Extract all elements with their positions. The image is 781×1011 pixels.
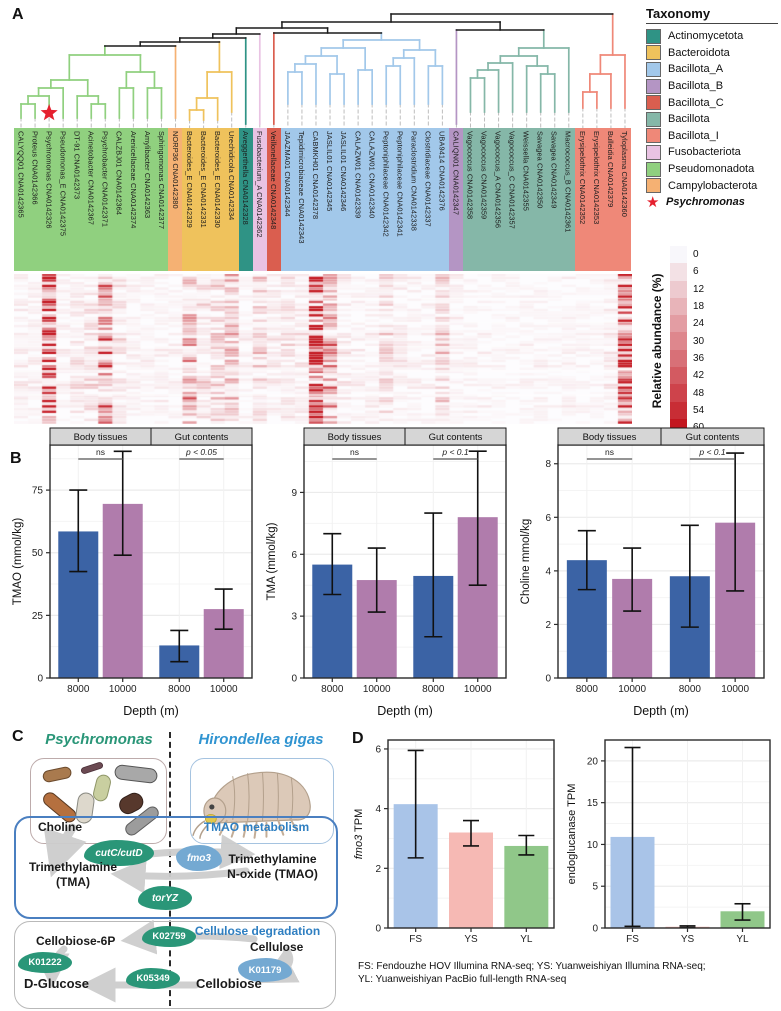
taxonomy-legend — [646, 6, 778, 211]
taxon-label: Veillonellaceae CNA0142348 — [267, 128, 281, 271]
legend-item-label: Bacillota_I — [668, 129, 719, 142]
panel-d-label: D — [352, 730, 364, 747]
chart-fmo3-tpm — [350, 732, 562, 958]
svg-text:8000: 8000 — [678, 684, 701, 695]
legend-item — [646, 45, 778, 62]
svg-text:FS: FS — [409, 934, 423, 945]
taxonomy-legend-title: Taxonomy — [646, 6, 778, 24]
psychromonas-title: Psychromonas — [45, 731, 153, 748]
taxon-label: Sphingomonas CNA0142377 — [154, 128, 168, 271]
svg-text:YS: YS — [464, 934, 478, 945]
svg-text:10000: 10000 — [209, 684, 238, 695]
svg-text:0: 0 — [37, 673, 43, 685]
taxon-label: Aveggerthella CNA0142328 — [239, 128, 253, 271]
svg-text:6: 6 — [375, 744, 381, 756]
sample-key-caption — [358, 960, 778, 986]
legend-item — [646, 78, 778, 95]
taxon-label: Bulleidia CNA0142379 — [603, 128, 617, 271]
legend-psychromonas-label: Psychromonas — [666, 196, 745, 209]
taxon-label: Savagea CNA0142349 — [547, 128, 561, 271]
cellulose-degradation-heading: Cellulose degradation — [194, 924, 321, 938]
svg-text:10000: 10000 — [362, 684, 391, 695]
svg-text:Body tissues: Body tissues — [327, 432, 382, 443]
svg-text:8000: 8000 — [67, 684, 90, 695]
abundance-scale-step: 12 — [670, 281, 704, 298]
legend-item — [646, 111, 778, 128]
k01179-badge: K01179 — [238, 958, 292, 982]
svg-text:TMAO (mmol/kg): TMAO (mmol/kg) — [12, 517, 24, 606]
svg-text:Depth (m): Depth (m) — [633, 704, 689, 718]
taxon-label: Bacteroides_E CNA0142329 — [182, 128, 196, 271]
psychromonas-star-icon: ★ — [646, 193, 660, 211]
svg-text:9: 9 — [291, 487, 297, 499]
svg-text:p < 0.1: p < 0.1 — [442, 447, 469, 457]
svg-text:4: 4 — [375, 804, 381, 816]
legend-item-label: Bacteroidota — [668, 46, 730, 59]
legend-item — [646, 28, 778, 45]
svg-text:Choline mmol/kg: Choline mmol/kg — [520, 518, 532, 605]
svg-text:YL: YL — [736, 934, 749, 945]
legend-swatch — [646, 79, 661, 94]
taxon-label-band — [14, 128, 632, 271]
taxon-label: UBA9414 CNA0142376 — [435, 128, 449, 271]
tma-label-line2: (TMA) — [56, 875, 90, 889]
abundance-scale-step: 30 — [670, 332, 704, 349]
legend-swatch — [646, 62, 661, 77]
taxon-label: Peptoniphilaceae CNA0142342 — [379, 128, 393, 271]
legend-swatch — [646, 145, 661, 160]
svg-text:endoglucanase TPM: endoglucanase TPM — [566, 783, 578, 885]
taxon-label: Acinetobacter CNA0142367 — [84, 128, 98, 271]
legend-item-label: Fusobacteriota — [668, 146, 741, 159]
k02759-badge: K02759 — [142, 926, 196, 947]
abundance-scale-step: 24 — [670, 315, 704, 332]
taxon-label: Bacteroides_E CNA0142331 — [196, 128, 210, 271]
abundance-scale-step: 48 — [670, 384, 704, 401]
taxon-label: JAAZMA01 CNA0142344 — [281, 128, 295, 271]
taxon-label: Vagococcus CNA0142359 — [477, 128, 491, 271]
abundance-scale-step: 42 — [670, 367, 704, 384]
taxon-label: Vagococcus_C CNA0142357 — [505, 128, 519, 271]
taxon-label: CALYQQ01 CNA0142365 — [14, 128, 28, 271]
panel-b-label: B — [10, 450, 22, 467]
abundance-scale-step: 18 — [670, 298, 704, 315]
svg-text:8000: 8000 — [321, 684, 344, 695]
k05349-badge: K05349 — [126, 968, 180, 989]
taxonomy-legend-items — [646, 28, 778, 194]
legend-item-label: Pseudomonadota — [668, 163, 755, 176]
svg-text:Gut contents: Gut contents — [174, 432, 229, 443]
abundance-scale-step: 6 — [670, 263, 704, 280]
svg-text:Body tissues: Body tissues — [73, 432, 128, 443]
tmao-label-line1: Trimethylamine — [228, 852, 317, 866]
abundance-legend-scale — [670, 246, 704, 436]
dglucose-label: D-Glucose — [24, 976, 90, 991]
panel-a-label: A — [12, 6, 24, 23]
svg-text:0: 0 — [545, 673, 551, 685]
taxon-label: Fusobacterium_A CNA0142362 — [253, 128, 267, 271]
taxon-label: Savagea CNA0142350 — [533, 128, 547, 271]
svg-text:6: 6 — [545, 512, 551, 524]
abundance-scale-step: 36 — [670, 350, 704, 367]
svg-text:10000: 10000 — [618, 684, 647, 695]
taxon-label: CALIQN01 CNA0142347 — [449, 128, 463, 271]
svg-text:FS: FS — [626, 934, 639, 945]
taxon-label: Tyloplasma CNA0142360 — [617, 128, 631, 271]
chart-tmao — [8, 426, 258, 724]
taxon-label: Amylibacter CNA0142363 — [140, 128, 154, 271]
legend-item-label: Campylobacterota — [668, 179, 758, 192]
bar-fmo3-YL-2 — [504, 846, 548, 928]
abundance-legend-label: Relative abundance (%) — [650, 273, 664, 409]
svg-text:75: 75 — [31, 485, 43, 497]
svg-text:2: 2 — [545, 619, 551, 631]
taxon-label: Clostridiaceae CNA0142337 — [421, 128, 435, 271]
svg-text:20: 20 — [586, 756, 598, 768]
taxon-label: Erysipelothrix CNA0142353 — [589, 128, 603, 271]
svg-text:25: 25 — [31, 610, 43, 622]
taxon-label: JASLIL01 CNA0142346 — [337, 128, 351, 271]
svg-text:2: 2 — [375, 863, 381, 875]
legend-item-label: Bacillota_A — [668, 63, 724, 76]
abundance-scale-step: 54 — [670, 402, 704, 419]
taxon-label: CABMKH01 CNA0142378 — [309, 128, 323, 271]
legend-swatch — [646, 95, 661, 110]
chart-tma — [262, 426, 512, 724]
legend-item-label: Actinomycetota — [668, 30, 744, 43]
tmao-label-line2: N-oxide (TMAO) — [227, 867, 318, 881]
taxon-label: JASLIL01 CNA0142345 — [323, 128, 337, 271]
svg-text:3: 3 — [291, 611, 297, 623]
hirondellea-title: Hirondellea gigas — [198, 731, 324, 748]
svg-text:50: 50 — [31, 548, 43, 560]
svg-text:Depth (m): Depth (m) — [377, 704, 433, 718]
taxon-label: Proteus CNA0142366 — [28, 128, 42, 271]
svg-text:0: 0 — [375, 923, 381, 935]
taxon-label: Psychrobacter CNA0142371 — [98, 128, 112, 271]
caption-line2: YL: Yuanweishiyan PacBio full-length RNA-seq — [358, 974, 567, 985]
abundance-scale-step: 0 — [670, 246, 704, 263]
phylogenetic-tree — [0, 0, 645, 128]
legend-item-label: Bacillota_B — [668, 80, 724, 93]
legend-swatch — [646, 112, 661, 127]
legend-item — [646, 128, 778, 145]
legend-item — [646, 94, 778, 111]
legend-item-label: Bacillota_C — [668, 96, 724, 109]
cellobiose6p-label: Cellobiose-6P — [36, 934, 116, 948]
taxon-label: Macrococcus_B CNA0142361 — [561, 128, 575, 271]
legend-item-label: Bacillota — [668, 113, 710, 126]
taxon-label: Urechidicola CNA0142334 — [224, 128, 238, 271]
chart-choline — [516, 426, 772, 724]
legend-swatch — [646, 45, 661, 60]
svg-text:fmo3 TPM: fmo3 TPM — [353, 808, 365, 860]
legend-item — [646, 177, 778, 194]
svg-text:Depth (m): Depth (m) — [123, 704, 179, 718]
svg-text:8000: 8000 — [575, 684, 598, 695]
taxon-label: Peptoniphilaceae CNA0142341 — [393, 128, 407, 271]
svg-text:5: 5 — [592, 881, 598, 893]
taxon-label: Erysipelothrix CNA0142352 — [575, 128, 589, 271]
legend-swatch — [646, 128, 661, 143]
choline-label: Choline — [38, 820, 82, 834]
taxon-label: Paraclostridium CNA0142338 — [407, 128, 421, 271]
svg-text:15: 15 — [586, 798, 598, 810]
fmo3-gene-badge: fmo3 — [176, 845, 222, 871]
svg-text:8: 8 — [545, 459, 551, 471]
taxon-label: Arenicellaceae CNA0142374 — [126, 128, 140, 271]
legend-swatch — [646, 162, 661, 177]
svg-text:ns: ns — [96, 447, 105, 457]
toryz-gene-badge: torYZ — [138, 886, 192, 910]
svg-text:10: 10 — [586, 839, 598, 851]
svg-text:10000: 10000 — [721, 684, 750, 695]
cutc-cutd-gene-badge: cutC/cutD — [84, 840, 154, 866]
taxon-label: Pseudomonas_E CNA0142375 — [56, 128, 70, 271]
legend-swatch — [646, 29, 661, 44]
taxon-label: DT-91 CNA0142373 — [70, 128, 84, 271]
taxon-label: Vagococcus CNA0142358 — [463, 128, 477, 271]
panel-c-label: C — [12, 728, 24, 745]
taxon-label: CALAZW01 CNA0142340 — [365, 128, 379, 271]
legend-item — [646, 61, 778, 78]
taxon-label: Vagococcus_A CNA0142356 — [491, 128, 505, 271]
svg-text:0: 0 — [592, 923, 598, 935]
svg-text:p < 0.1: p < 0.1 — [699, 447, 726, 457]
bar-fmo3-YS-1 — [449, 833, 493, 928]
taxon-label: CALAZW01 CNA0142339 — [351, 128, 365, 271]
svg-text:6: 6 — [291, 549, 297, 561]
taxon-label: Weissella CNA0142355 — [519, 128, 533, 271]
caption-line1: FS: Fendouzhe HOV Illumina RNA-seq; YS: Yuanweishiyan Illumina RNA-seq; — [358, 961, 706, 972]
tmao-metabolism-heading: TMAO metabolism — [203, 820, 310, 834]
legend-psychromonas-row — [646, 194, 778, 211]
cellobiose-label: Cellobiose — [196, 976, 262, 991]
svg-text:0: 0 — [291, 673, 297, 685]
abundance-heatmap — [14, 274, 632, 424]
svg-text:10000: 10000 — [108, 684, 137, 695]
svg-text:p < 0.05: p < 0.05 — [186, 447, 217, 457]
taxon-label: Bacteroides_E CNA0142330 — [210, 128, 224, 271]
taxon-label: Psychromonas CNA0142326 — [42, 128, 56, 271]
abundance-legend — [650, 246, 704, 436]
taxon-label: Tepidimicrobiaceae CNA0142343 — [295, 128, 309, 271]
svg-text:Body tissues: Body tissues — [582, 432, 637, 443]
svg-text:8000: 8000 — [422, 684, 445, 695]
svg-text:TMA (mmol/kg): TMA (mmol/kg) — [266, 522, 278, 601]
k01222-badge: K01222 — [18, 952, 72, 973]
taxon-label: NORP36 CNA0142380 — [168, 128, 182, 271]
svg-text:YL: YL — [520, 934, 533, 945]
chart-endoglucanase-tpm — [563, 732, 778, 958]
legend-item — [646, 144, 778, 161]
svg-text:4: 4 — [545, 566, 551, 578]
tma-label-line1: Trimethylamine — [28, 860, 118, 874]
legend-item — [646, 161, 778, 178]
svg-text:ns: ns — [350, 447, 359, 457]
svg-text:Gut contents: Gut contents — [685, 432, 740, 443]
svg-text:ns: ns — [605, 447, 614, 457]
taxon-label: CALZBJ01 CNA0142364 — [112, 128, 126, 271]
svg-text:Gut contents: Gut contents — [428, 432, 483, 443]
legend-swatch — [646, 178, 661, 193]
svg-text:8000: 8000 — [168, 684, 191, 695]
svg-text:10000: 10000 — [463, 684, 492, 695]
cellulose-label: Cellulose — [250, 940, 304, 954]
svg-text:YS: YS — [680, 934, 695, 945]
